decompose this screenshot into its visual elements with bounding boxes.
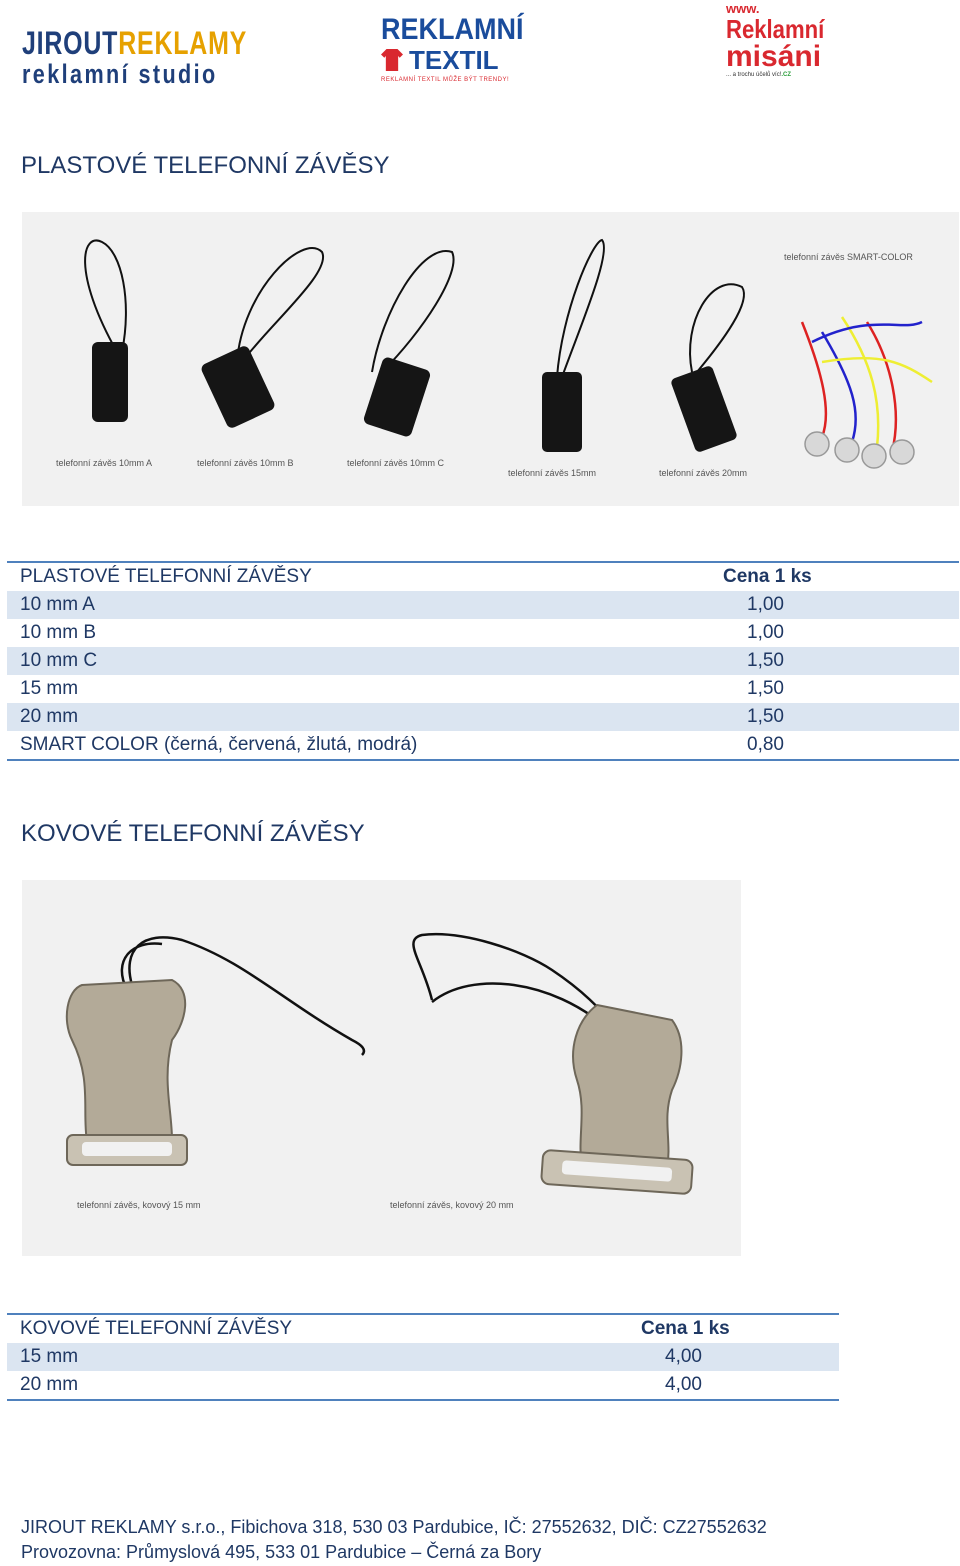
table-header-row	[7, 563, 959, 591]
logo-textil-tagline: REKLAMNÍ TEXTIL MŮŽE BÝT TRENDY!	[381, 77, 510, 83]
caption-20mm: telefonní závěs 20mm	[659, 468, 748, 478]
table-row: 10 mm A 1,00	[7, 591, 959, 619]
table-row: SMART COLOR (černá, červená, žlutá, modrá) 0,80	[20, 734, 784, 755]
logo-textil-line1: REKLAMNÍ	[381, 13, 524, 46]
caption-15mm: telefonní závěs 15mm	[508, 468, 597, 478]
caption-metal-20mm: telefonní závěs, kovový 20 mm	[390, 1200, 514, 1210]
table-row: 20 mm 4,00	[20, 1374, 702, 1395]
metal-products-photo	[22, 880, 741, 1256]
logo-textil-line2: TEXTIL	[409, 45, 499, 75]
caption-smart-color: telefonní závěs SMART-COLOR	[784, 252, 913, 262]
footer-company-info: JIROUT REKLAMY s.r.o., Fibichova 318, 530 03 Pardubice, IČ: 27552632, DIČ: CZ27552632	[21, 1517, 767, 1537]
caption-10mm-c: telefonní závěs 10mm C	[347, 458, 445, 468]
table-row: 15 mm 4,00	[7, 1343, 839, 1371]
caption-10mm-b: telefonní závěs 10mm B	[197, 458, 294, 468]
table-row: 10 mm C 1,50	[7, 647, 959, 675]
table-header-name: KOVOVÉ TELEFONNÍ ZÁVĚSY	[20, 1318, 293, 1339]
table-header-row	[7, 1315, 839, 1343]
table-header-price: Cena 1 ks	[641, 1318, 730, 1339]
logo-text-reklamy: REKLAMY	[118, 25, 248, 61]
clip-10mm-a	[92, 342, 128, 422]
logo-text-jirout: JIROUT	[22, 25, 119, 61]
tshirt-icon	[381, 49, 403, 71]
logo-text-studio: reklamní studio	[22, 59, 218, 89]
logo-misani-www: www.	[726, 1, 760, 16]
metal-clip-15mm	[67, 980, 187, 1165]
metal-clip-20mm	[541, 1005, 693, 1194]
logo-misani-line2: misáni	[726, 40, 822, 73]
section-title-plastic: PLASTOVÉ TELEFONNÍ ZÁVĚSY	[21, 152, 390, 179]
section-title-metal: KOVOVÉ TELEFONNÍ ZÁVĚSY	[21, 820, 365, 847]
table-header-name: PLASTOVÉ TELEFONNÍ ZÁVĚSY	[20, 566, 312, 587]
plastic-products-photo	[22, 212, 959, 506]
caption-metal-15mm: telefonní závěs, kovový 15 mm	[77, 1200, 201, 1210]
caption-10mm-a: telefonní závěs 10mm A	[56, 458, 153, 468]
reklamni-textil-logo	[381, 14, 541, 90]
table-row: 15 mm 1,50	[20, 678, 784, 699]
logo-misani-line1: Reklamní	[726, 14, 825, 44]
table-header-price: Cena 1 ks	[723, 566, 812, 587]
clip-15mm	[542, 372, 582, 452]
metal-price-table	[7, 1313, 839, 1401]
reklamni-misani-logo	[726, 2, 846, 92]
smart-color-cords	[802, 317, 932, 452]
table-row: 20 mm 1,50	[7, 703, 959, 731]
logo-misani-tagline: ... a trochu účelů víc!.CZ	[726, 72, 792, 78]
footer-address: Provozovna: Průmyslová 495, 533 01 Pardubice – Černá za Bory	[21, 1542, 542, 1562]
clip-20mm	[670, 365, 738, 453]
plastic-price-table	[7, 561, 959, 761]
jirout-reklamy-logo	[22, 25, 248, 89]
clip-10mm-b	[200, 344, 277, 429]
table-row: 10 mm B 1,00	[20, 622, 784, 643]
